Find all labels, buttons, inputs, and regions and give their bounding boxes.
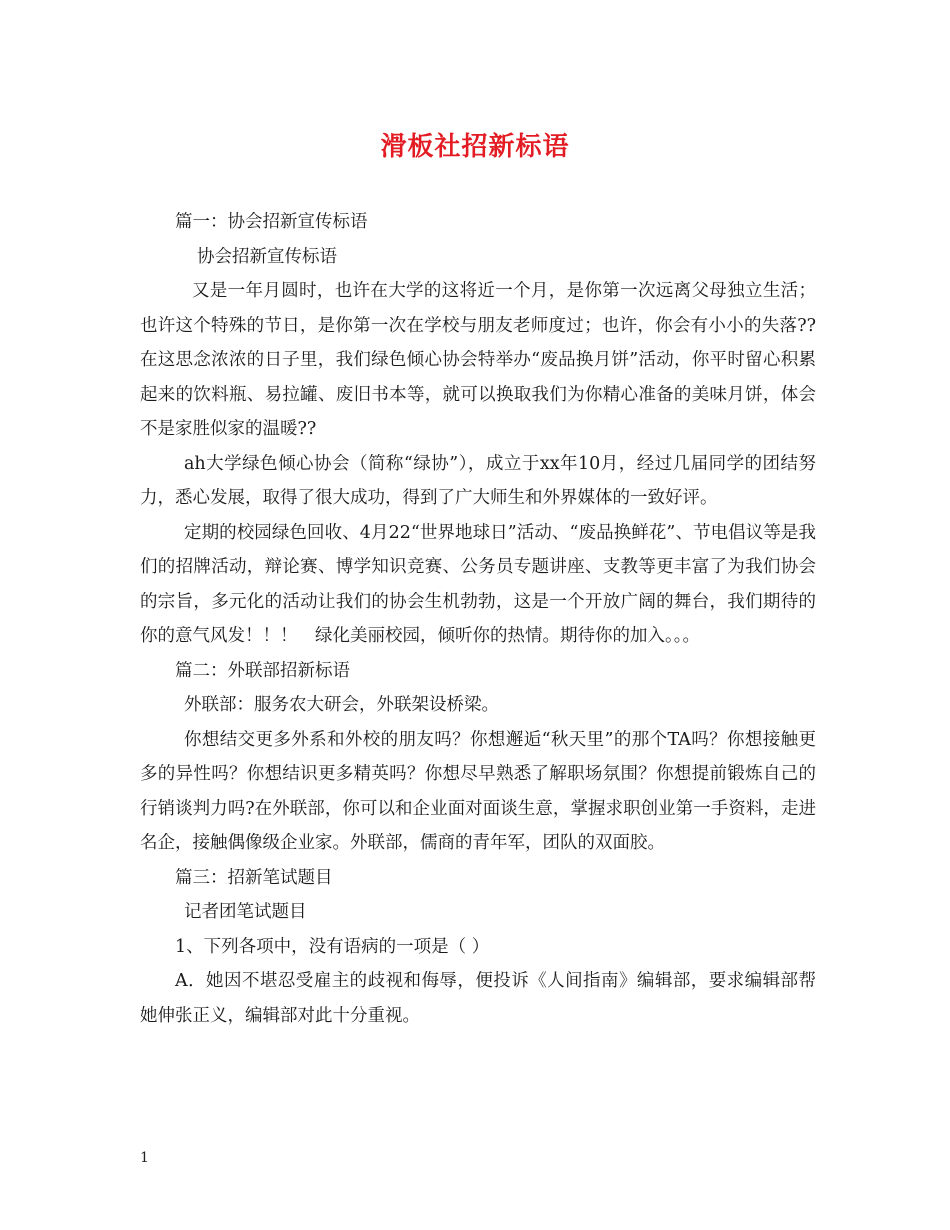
page-number: 1	[140, 1150, 149, 1166]
document-body	[140, 205, 816, 1033]
section-heading-1: 篇一：协会招新宣传标语	[175, 212, 368, 232]
subheading-3: 记者团笔试题目	[184, 902, 307, 922]
document-title: 滑板社招新标语	[380, 132, 570, 162]
paragraph-5: 你想结交更多外系和外校的朋友吗？你想邂逅“秋天里”的那个TA吗？你想接触更多的异性吗？你想结识更多精英吗？你想尽早熟悉了解职场氛围？你想提前锻炼自己的行销谈判力吗?在外联部，你可以和企业面对面谈生意，掌握求职创业第一手资料，走进名企，接触偶像级企业家。外联部，儒商的青年军，团队的双面胶。	[140, 729, 816, 853]
paragraph-1: 又是一年月圆时，也许在大学的这将近一个月，是你第一次远离父母独立生活；也许这个特殊的节日，是你第一次在学校与朋友老师度过；也许，你会有小小的失落??在这思念浓浓的日子里，我们绿色倾心协会特举办“废品换月饼”活动，你平时留心积累起来的饮料瓶、易拉罐、废旧书本等，就可以换取我们为你精心准备的美味月饼，体会不是家胜似家的温暖??	[140, 281, 816, 439]
section-heading-3: 篇三：招新笔试题目	[175, 867, 333, 888]
question-1: 1、下列各项中，没有语病的一项是（ ）	[175, 936, 490, 957]
paragraph-2: ah大学绿色倾心协会（简称“绿协”），成立于xx年10月，经过几届同学的团结努力，悉心发展，取得了很大成功，得到了广大师生和外界媒体的一致好评。	[140, 453, 816, 508]
subheading-1: 协会招新宣传标语	[197, 246, 337, 267]
section-heading-2: 篇二：外联部招新标语	[175, 660, 350, 681]
question-1-option-a: A．她因不堪忍受雇主的歧视和侮辱，便投诉《人间指南》编辑部，要求编辑部帮她伸张正义，编辑部对此十分重视。	[140, 971, 816, 1026]
paragraph-4: 外联部：服务农大研会，外联架设桥梁。	[184, 695, 499, 715]
paragraph-3: 定期的校园绿色回收、4月22“世界地球日”活动、“废品换鲜花”、节电倡议等是我们的招牌活动，辩论赛、博学知识竞赛、公务员专题讲座、支教等更丰富了为我们协会的宗旨，多元化的活动让我们的协会生机勃勃，这是一个开放广阔的舞台，我们期待的你的意气风发！！！ 绿化美丽校园，倾听你的热情。期待你的加入。。。	[140, 522, 816, 646]
